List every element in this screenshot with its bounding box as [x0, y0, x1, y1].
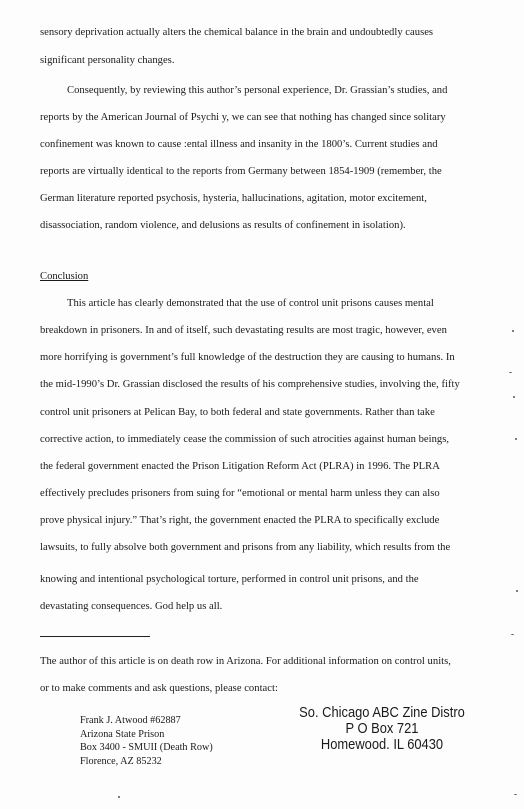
body-line: corrective action, to immediately cease the commission of such atrocities against human beings, — [40, 434, 450, 445]
stamp-line: So. Chicago ABC Zine Distro — [299, 704, 465, 721]
footnote-rule — [40, 636, 150, 637]
conclusion-heading: Conclusion — [40, 271, 89, 282]
scan-speck — [514, 794, 517, 795]
footnote-line: or to make comments and ask questions, please contact: — [40, 683, 278, 694]
body-line: significant personality changes. — [40, 55, 175, 66]
stamp-line: P O Box 721 — [345, 720, 419, 737]
scan-speck — [509, 372, 512, 373]
scan-speck — [515, 438, 517, 440]
address-line: Box 3400 - SMUII (Death Row) — [80, 742, 213, 753]
body-line: disassociation, random violence, and delusions as results of confinement in isolation). — [40, 220, 406, 231]
body-line: devastating consequences. God help us all. — [40, 601, 223, 612]
address-line: Frank J. Atwood #62887 — [80, 715, 181, 726]
body-line: Consequently, by reviewing this author’s personal experience, Dr. Grassian’s studies, and — [67, 85, 448, 96]
scan-speck — [511, 634, 514, 635]
scan-speck — [512, 330, 514, 332]
body-line: breakdown in prisoners. In and of itself, such devastating results are most tragic, however, even — [40, 325, 447, 336]
body-line: the mid-1990’s Dr. Grassian disclosed the results of his comprehensive studies, involving the, fifty — [40, 379, 460, 390]
body-line: confinement was known to cause :ental illness and insanity in the 1800’s. Current studies and — [40, 139, 438, 150]
body-line: control unit prisoners at Pelican Bay, to both federal and state governments. Rather than take — [40, 407, 435, 418]
distro-stamp — [296, 705, 468, 753]
scan-speck — [513, 396, 515, 398]
body-line: reports are virtually identical to the reports from Germany between 1854-1909 (remember, the — [40, 166, 442, 177]
body-line: more horrifying is government’s full knowledge of the destruction they are causing to humans. In — [40, 352, 455, 363]
address-line: Arizona State Prison — [80, 728, 165, 740]
body-line: reports by the American Journal of Psychi y, we can see that nothing has changed since solitary — [40, 112, 446, 123]
scan-speck — [118, 796, 120, 798]
body-line: the federal government enacted the Prison Litigation Reform Act (PLRA) in 1996. The PLRA — [40, 461, 440, 472]
body-line: knowing and intentional psychological torture, performed in control unit prisons, and the — [40, 574, 419, 585]
body-line: lawsuits, to fully absolve both government and prisons from any liability, which results from the — [40, 542, 451, 553]
stamp-line: Homewood. IL 60430 — [320, 736, 444, 753]
scan-speck — [516, 590, 518, 592]
author-address — [80, 714, 213, 768]
body-line: This article has clearly demonstrated that the use of control unit prisons causes mental — [67, 298, 434, 309]
body-line: sensory deprivation actually alters the chemical balance in the brain and undoubtedly causes — [40, 27, 434, 38]
body-line: German literature reported psychosis, hysteria, hallucinations, agitation, motor excitement, — [40, 193, 427, 204]
body-line: effectively precludes prisoners from suing for “emotional or mental harm unless they can also — [40, 488, 440, 499]
body-line: prove physical injury.” That’s right, the government enacted the PLRA to specifically exclude — [40, 515, 440, 526]
address-line: Florence, AZ 85232 — [80, 755, 162, 767]
footnote-line: The author of this article is on death row in Arizona. For additional information on control units, — [40, 656, 451, 667]
